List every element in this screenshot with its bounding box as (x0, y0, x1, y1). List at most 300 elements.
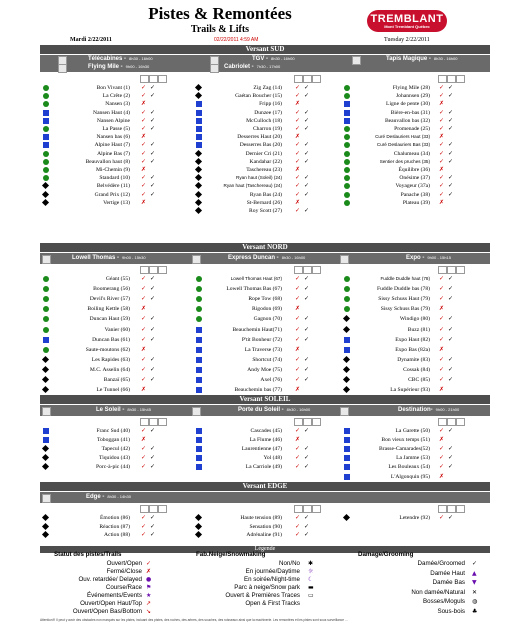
open-check-icon: ✓ (295, 141, 301, 149)
page-title: Pistes & Remontées (148, 4, 292, 23)
tremblant-logo: TREMBLANT Mont Tremblant Québec (367, 10, 447, 32)
soleil_c1-header (140, 418, 180, 425)
trail-row (0, 514, 509, 522)
trail-name: Le Tunnel (66) (96, 387, 130, 394)
trail-name: Porc-à-pic (44) (95, 464, 130, 471)
open-check-icon: ✓ (141, 531, 147, 538)
groomed-check-icon: ✓ (150, 157, 156, 165)
status-header-box (456, 266, 465, 274)
trail-name: CBC (85) (408, 377, 430, 383)
closed-x-icon: ✗ (439, 305, 445, 313)
legend-trail-status-item: Fermé/Close (106, 568, 142, 575)
trail-name: Tiquidou (43) (98, 455, 130, 462)
open-check-icon: ✓ (141, 522, 147, 530)
status-header-box (447, 505, 456, 513)
status-header-box (312, 266, 321, 274)
trail-name: Ryan haut (Soleil) (24) (236, 175, 282, 181)
trail-row (0, 445, 509, 453)
trail-row (0, 158, 509, 166)
open-check-icon: ✓ (295, 116, 301, 124)
trail-name: Fuddle Duddle haut (78) (380, 276, 430, 281)
trail-name: Curé Deslauriers Haut (33) (375, 134, 430, 140)
trail-name: Zig Zag (14) (253, 85, 282, 91)
trail-name: Ryan haut (Taschereau) (24) (223, 183, 282, 189)
open-check-icon: ✓ (141, 174, 147, 182)
date-french: Mardi 2/22/2011 (70, 37, 112, 43)
edge_c1-header (140, 505, 180, 512)
groomed-check-icon: ✓ (304, 514, 310, 521)
trail-row (0, 141, 509, 149)
groomed-check-icon: ✓ (448, 116, 454, 124)
status-header-box (149, 266, 158, 274)
trail-row (0, 133, 509, 141)
green-circle-icon (344, 85, 350, 91)
trail-name: Belvédère (11) (96, 183, 130, 190)
green-circle-icon (344, 126, 350, 132)
blue-square-icon (344, 118, 350, 124)
trail-name: Curé Deslauriers Bas (33) (376, 142, 430, 148)
groomed-check-icon: ✓ (304, 365, 310, 373)
green-circle-icon (344, 192, 350, 198)
closed-x-icon: ✗ (141, 166, 147, 173)
closed-x-icon: ✗ (439, 198, 445, 206)
groomed-check-icon: ✓ (304, 454, 310, 462)
groomed-check-icon: ✓ (150, 141, 156, 149)
trail-name: La Jamme (53) (396, 455, 430, 462)
closed-x-icon: ✗ (141, 100, 147, 108)
legend-trail-status-item: Ouv. retardée/ Delayed (78, 576, 142, 583)
status-header-box (149, 418, 158, 426)
green-circle-icon (344, 159, 350, 165)
open-check-icon: ✓ (439, 335, 445, 343)
legend-trail-status-item: Course/Race (105, 584, 142, 591)
trail-name: Dynamite (83) (397, 356, 430, 363)
blue-square-icon (344, 110, 350, 116)
trail-name: Sissy Schuss Haut (79) (378, 296, 430, 303)
groomed-check-icon: ✓ (150, 116, 156, 124)
open-check-icon: ✓ (141, 365, 147, 373)
open-check-icon: ✓ (295, 295, 301, 303)
groomed-check-icon: ✓ (448, 427, 454, 434)
section-sud: Versant SUD (40, 45, 490, 54)
event-star-icon: ★ (146, 592, 152, 599)
blue-square-icon (344, 474, 350, 480)
status-header-box (303, 266, 312, 274)
open-check-icon: ✓ (295, 376, 301, 383)
status-header-box (158, 266, 167, 274)
groomed-check-icon: ✓ (150, 454, 156, 462)
groomed-check-icon: ✓ (150, 355, 156, 363)
trail-name: Franc Sud (40) (96, 428, 130, 434)
groomed-check-icon: ✓ (150, 514, 156, 521)
groomed-check-icon: ✓ (448, 454, 454, 462)
green-circle-icon (344, 276, 350, 282)
trail-row (0, 315, 509, 323)
trail-row (0, 336, 509, 344)
chairlift-icon (192, 407, 201, 416)
trail-name: Sensation (90) (249, 523, 282, 530)
open-check-icon: ✓ (439, 141, 445, 149)
sud_c3-header (438, 75, 478, 82)
legend-trail-status-item: Événements/Events (86, 592, 142, 599)
soleil_c3-header (438, 418, 478, 425)
trail-row (0, 150, 509, 158)
trail-name: Vanier (60) (104, 326, 130, 333)
open-check-icon: ✓ (439, 463, 445, 471)
open-check-icon: ✓ (141, 116, 147, 124)
trail-name: Cascades (45) (250, 428, 282, 434)
trail-name: Chalumeau (34) (393, 150, 430, 157)
trail-name: Panache (38) (400, 191, 430, 198)
trail-row (0, 436, 509, 444)
groomed-check-icon: ✓ (448, 84, 454, 91)
trail-name: Fripp (16) (259, 101, 282, 108)
groomed-check-icon: ✓ (150, 285, 156, 293)
open-check-icon: ✓ (295, 365, 301, 373)
legend-snowmaking-item: Open & First Tracks (245, 600, 300, 607)
trail-row (0, 376, 509, 384)
open-check-icon: ✓ (141, 295, 147, 303)
lift-bar-edge (40, 492, 490, 503)
open-check-icon: ✓ (295, 108, 301, 116)
chairlift-icon (42, 255, 51, 264)
trail-name: La Flume (46) (249, 437, 282, 444)
open-check-icon: ✓ (141, 427, 147, 434)
open-check-icon: ✓ (295, 427, 301, 434)
status-header-box (140, 505, 149, 513)
trail-name: Standard (10) (99, 175, 130, 182)
open-check-icon: ✓ (439, 108, 445, 116)
trail-row (0, 305, 509, 313)
groomed-check-icon: ✓ (304, 285, 310, 293)
lift-express-duncan: Express Duncan - 8h30 - 16h00 (228, 255, 306, 261)
carpet-icon (352, 56, 361, 65)
groomed-check-icon: ✓ (304, 275, 310, 282)
blue-square-icon (344, 455, 350, 461)
groomed-check-icon: ✓ (304, 92, 310, 100)
glades-icon: ♣ (472, 607, 478, 615)
open-check-icon: ✓ (439, 275, 445, 282)
groomed-check-icon: ✓ (150, 108, 156, 116)
trail-name: Boiling Kettle (58) (87, 306, 130, 313)
groomed-check-icon: ✓ (150, 463, 156, 471)
trail-name: Équilibre (36) (398, 167, 430, 173)
groomed-check-icon: ✓ (150, 275, 156, 282)
status-header-box (303, 418, 312, 426)
trail-name: P'tit Bonheur (72) (241, 336, 282, 343)
trail-row (0, 346, 509, 354)
groomed-check-icon: ✓ (304, 149, 310, 157)
groomed-check-icon: ✓ (304, 325, 310, 333)
race-flag-icon: ⚑ (146, 584, 152, 591)
trail-name: Bon vieux temps (51) (381, 437, 430, 444)
lift-lowell-thomas: Lowell Thomas - 9h00 - 15h30 (72, 255, 146, 261)
status-header-box (447, 75, 456, 83)
trail-name: Ryan Bas (24) (249, 191, 282, 198)
sud_c2-header (294, 75, 334, 82)
trail-name: Axel (76) (260, 377, 282, 383)
legend-grooming-item: Damée/Groomed (417, 560, 465, 567)
trail-name: Windigo (80) (399, 316, 430, 323)
chairlift-icon (340, 407, 349, 416)
daytime-sun-icon: ☼ (308, 568, 314, 575)
groomed-check-icon: ✓ (304, 84, 310, 91)
groomed-check-icon: ✓ (448, 445, 454, 453)
open-check-icon: ✓ (295, 182, 301, 190)
open-check-icon: ✓ (439, 365, 445, 373)
trail-row (0, 326, 509, 334)
open-check-icon: ✓ (295, 149, 301, 157)
groomed-check-icon: ✓ (150, 376, 156, 383)
legend-snowmaking-heading: Fab.Neige/Snowmaking (196, 551, 266, 558)
open-check-icon: ✓ (141, 376, 147, 383)
cabriolet-icon (210, 64, 219, 73)
closed-x-icon: ✗ (141, 345, 147, 353)
open-check-icon: ✓ (141, 275, 147, 282)
groomed-check-icon: ✓ (150, 182, 156, 190)
trail-name: Beauchemin bas (77) (234, 387, 282, 394)
trail-row (0, 427, 509, 435)
status-header-box (294, 505, 303, 513)
groomed-check-icon: ✓ (304, 108, 310, 116)
open-check-icon: ✓ (295, 275, 301, 282)
open-check-icon: ✓ (295, 325, 301, 333)
open-check-icon: ✓ (141, 125, 147, 132)
trail-name: Alpine Haut (7) (94, 142, 130, 149)
groomed-check-icon: ✓ (448, 149, 454, 157)
groomed-check-icon: ✓ (304, 315, 310, 323)
status-header-box (312, 418, 321, 426)
open-check-icon: ✓ (141, 285, 147, 293)
trail-name: La Carriole (49) (245, 464, 282, 471)
legend-grooming-item: Bosses/Moguls (423, 598, 465, 605)
closed-x-icon: ✗ (439, 436, 445, 444)
closed-x-icon: ✗ (141, 198, 147, 206)
status-header-box (158, 505, 167, 513)
trail-name: Tapecul (42) (101, 446, 130, 453)
open-check-icon: ✓ (295, 335, 301, 343)
open-check-icon: ✓ (295, 463, 301, 471)
open-check-icon: ✓ (295, 190, 301, 198)
lift-expo: Expo - 9h00 - 15h15 (406, 255, 451, 261)
open-check-icon: ✓ (439, 174, 445, 182)
blue-square-icon (344, 101, 350, 107)
status-header-box (456, 418, 465, 426)
trail-row (0, 117, 509, 125)
groomed-check-icon: ✓ (150, 84, 156, 91)
trail-row (0, 275, 509, 283)
chairlift-icon (340, 255, 349, 264)
trail-row (0, 92, 509, 100)
open-check-icon: ✓ (295, 445, 301, 453)
footer-disclaimer: Attention!!! Il peut y avoir des obstacles non marqués sur les pistes, incluant des pistes, des roches, des arbres, des souches, des ruisseaux ainsi que la machinerie. Les remontées et les pistes sont sous surveillance ... (40, 618, 348, 622)
legend-snowmaking-item: En soirée/Night-time (243, 576, 300, 583)
groomed-check-icon: ✓ (448, 92, 454, 100)
green-circle-icon (344, 200, 350, 206)
trail-row (0, 125, 509, 133)
groomed-check-icon: ✓ (448, 463, 454, 471)
open-check-icon: ✓ (295, 285, 301, 293)
groomed-check-icon: ✓ (150, 335, 156, 343)
trail-row (0, 174, 509, 182)
trail-row (0, 285, 509, 293)
snowmaking-no-icon: ✱ (308, 560, 314, 567)
closed-x-icon: ✗ (295, 166, 301, 173)
status-header-box (140, 266, 149, 274)
green-circle-icon (344, 151, 350, 157)
groomed-top-icon: ▲ (472, 569, 477, 577)
closed-x-icon: ✗ (295, 386, 301, 394)
groomed-check-icon: ✓ (304, 335, 310, 343)
trail-name: Letendre (92) (399, 515, 430, 521)
sud_c1-header (140, 75, 180, 82)
open-check-icon: ✓ (141, 335, 147, 343)
page-subtitle: Trails & Lifts (190, 24, 250, 35)
trail-name: Lowell Thomas Bas (67) (226, 286, 282, 293)
groomed-check-icon: ✓ (150, 325, 156, 333)
trail-name: Flying Mile (28) (392, 85, 430, 91)
nord_c2-header (294, 266, 334, 273)
open-check-icon: ✓ (439, 84, 445, 91)
groomed-check-icon: ✓ (150, 190, 156, 198)
open-check-icon: ✓ (439, 454, 445, 462)
chairlift-icon (42, 407, 51, 416)
groomed-check-icon: ✓ (304, 355, 310, 363)
groomed-check-icon: ✓ (448, 325, 454, 333)
trail-name: Saute-moutons (62) (85, 346, 130, 353)
open-check-icon: ✓ (439, 92, 445, 100)
open-check-icon: ✓ (295, 454, 301, 462)
trail-name: Rigodon (69) (252, 306, 282, 313)
open-check-icon: ✓ (295, 522, 301, 530)
open-check-icon: ✓ (439, 149, 445, 157)
lift-tgv: TGV - 8h30 - 16h00 (252, 56, 295, 62)
trail-name: Andy Moe (75) (247, 366, 282, 373)
trail-name: Géant (55) (105, 276, 130, 282)
report-timestamp: 02/22/2011 4:59 AM (214, 37, 259, 43)
trail-name: Mi-Chemin (9) (95, 167, 130, 173)
moguls-icon: ◍ (472, 598, 478, 605)
status-header-box (303, 75, 312, 83)
lift-bar-nord (40, 253, 490, 264)
open-check-icon: ✓ (439, 325, 445, 333)
closed-x-icon: ✗ (295, 436, 301, 444)
trail-name: Les Rapides (63) (91, 356, 130, 363)
open-check-icon: ✓ (141, 454, 147, 462)
groomed-check-icon: ✓ (448, 285, 454, 293)
trail-row (0, 100, 509, 108)
open-check-icon: ✓ (141, 315, 147, 323)
open-check-icon: ✓ (141, 84, 147, 91)
trail-row (0, 366, 509, 374)
groomed-check-icon: ✓ (448, 335, 454, 343)
groomed-check-icon: ✓ (150, 522, 156, 530)
groomed-check-icon: ✓ (304, 125, 310, 132)
trail-name: Nansen (3) (105, 101, 130, 108)
trail-name: Promenade (25) (394, 126, 430, 132)
trail-name: Action (88) (104, 532, 130, 538)
lift-cabriolet: Cabriolet - 7h30 - 17h00 (224, 64, 281, 70)
closed-x-icon: ✗ (439, 166, 445, 173)
open-check-icon: ✓ (141, 92, 147, 100)
first-tracks-icon: ▭ (308, 592, 314, 599)
edge_c3-header (438, 505, 478, 512)
open-check-icon: ✓ (141, 325, 147, 333)
groomed-check-icon: ✓ (448, 182, 454, 190)
groomed-check-icon: ✓ (150, 174, 156, 182)
section-nord: Versant NORD (40, 243, 490, 252)
blue-square-icon (344, 464, 350, 470)
trail-name: Sissy Schuss Bas (79) (380, 306, 430, 313)
groomed-check-icon: ✓ (150, 295, 156, 303)
trail-row (0, 109, 509, 117)
legend-trail-status-item: Ouvert/Open Haut/Top (80, 600, 142, 607)
lift-porte-du-soleil: Porte du Soleil - 8h30 - 16h00 (238, 407, 311, 413)
trail-row (0, 356, 509, 364)
status-header-box (158, 418, 167, 426)
trail-name: Duncan Bas (61) (92, 336, 130, 343)
chairlift-icon (58, 64, 67, 73)
open-check-icon: ✓ (141, 182, 147, 190)
trail-name: La Passe (5) (102, 126, 130, 132)
trail-name: Banzaï (65) (103, 377, 130, 383)
date-english: Tuesday 2/22/2011 (384, 37, 430, 43)
open-check-icon: ✓ (141, 445, 147, 453)
blue-square-icon (344, 347, 350, 353)
trail-name: Shortcut (74) (252, 356, 282, 363)
groomed-check-icon: ✓ (448, 174, 454, 182)
trail-name: Dernier Cri (21) (245, 150, 282, 157)
closed-x-icon: ✗ (141, 305, 147, 313)
status-header-box (312, 75, 321, 83)
trail-name: La Crête (2) (102, 93, 130, 100)
open-check-icon: ✓ (295, 92, 301, 100)
status-header-box (294, 418, 303, 426)
open-check-icon: ✓ (439, 116, 445, 124)
trail-name: Expo Haut (82) (395, 336, 430, 343)
groomed-check-icon: ✓ (448, 365, 454, 373)
trail-name: Gagnon (70) (253, 316, 282, 323)
open-check-icon: ✓ (295, 84, 301, 91)
trail-row (0, 207, 509, 215)
trail-name: Vertige (13) (103, 199, 130, 206)
groomed-check-icon: ✓ (304, 531, 310, 538)
trail-name: Beauvallon bas (32) (384, 117, 430, 124)
status-header-box (438, 418, 447, 426)
status-header-box (312, 505, 321, 513)
trail-name: Yol (48) (263, 455, 282, 462)
groomed-check-icon: ✓ (304, 427, 310, 434)
open-check-icon: ✓ (141, 157, 147, 165)
closed-x-icon: ✗ (146, 568, 152, 575)
trail-name: Gaétan Boucher (15) (235, 93, 282, 100)
trail-name: Onésime (37) (399, 175, 430, 182)
blue-square-icon (344, 446, 350, 452)
trail-name: Roy Scott (27) (249, 208, 282, 214)
lift-bar-sud (40, 55, 490, 72)
trail-name: McCulloch (18) (246, 117, 282, 124)
closed-x-icon: ✗ (439, 133, 445, 141)
status-header-box (294, 266, 303, 274)
trail-name: Beauchemin Haut(71) (232, 326, 282, 333)
trail-row (0, 295, 509, 303)
groomed-check-icon: ✓ (304, 445, 310, 453)
groomed-check-icon: ✓ (304, 190, 310, 198)
delayed-icon: ● (146, 576, 152, 583)
legend-trail-status-item: Ouvert/Open (106, 560, 142, 567)
legend-title: Légende (40, 546, 490, 553)
groomed-check-icon: ✓ (448, 125, 454, 132)
